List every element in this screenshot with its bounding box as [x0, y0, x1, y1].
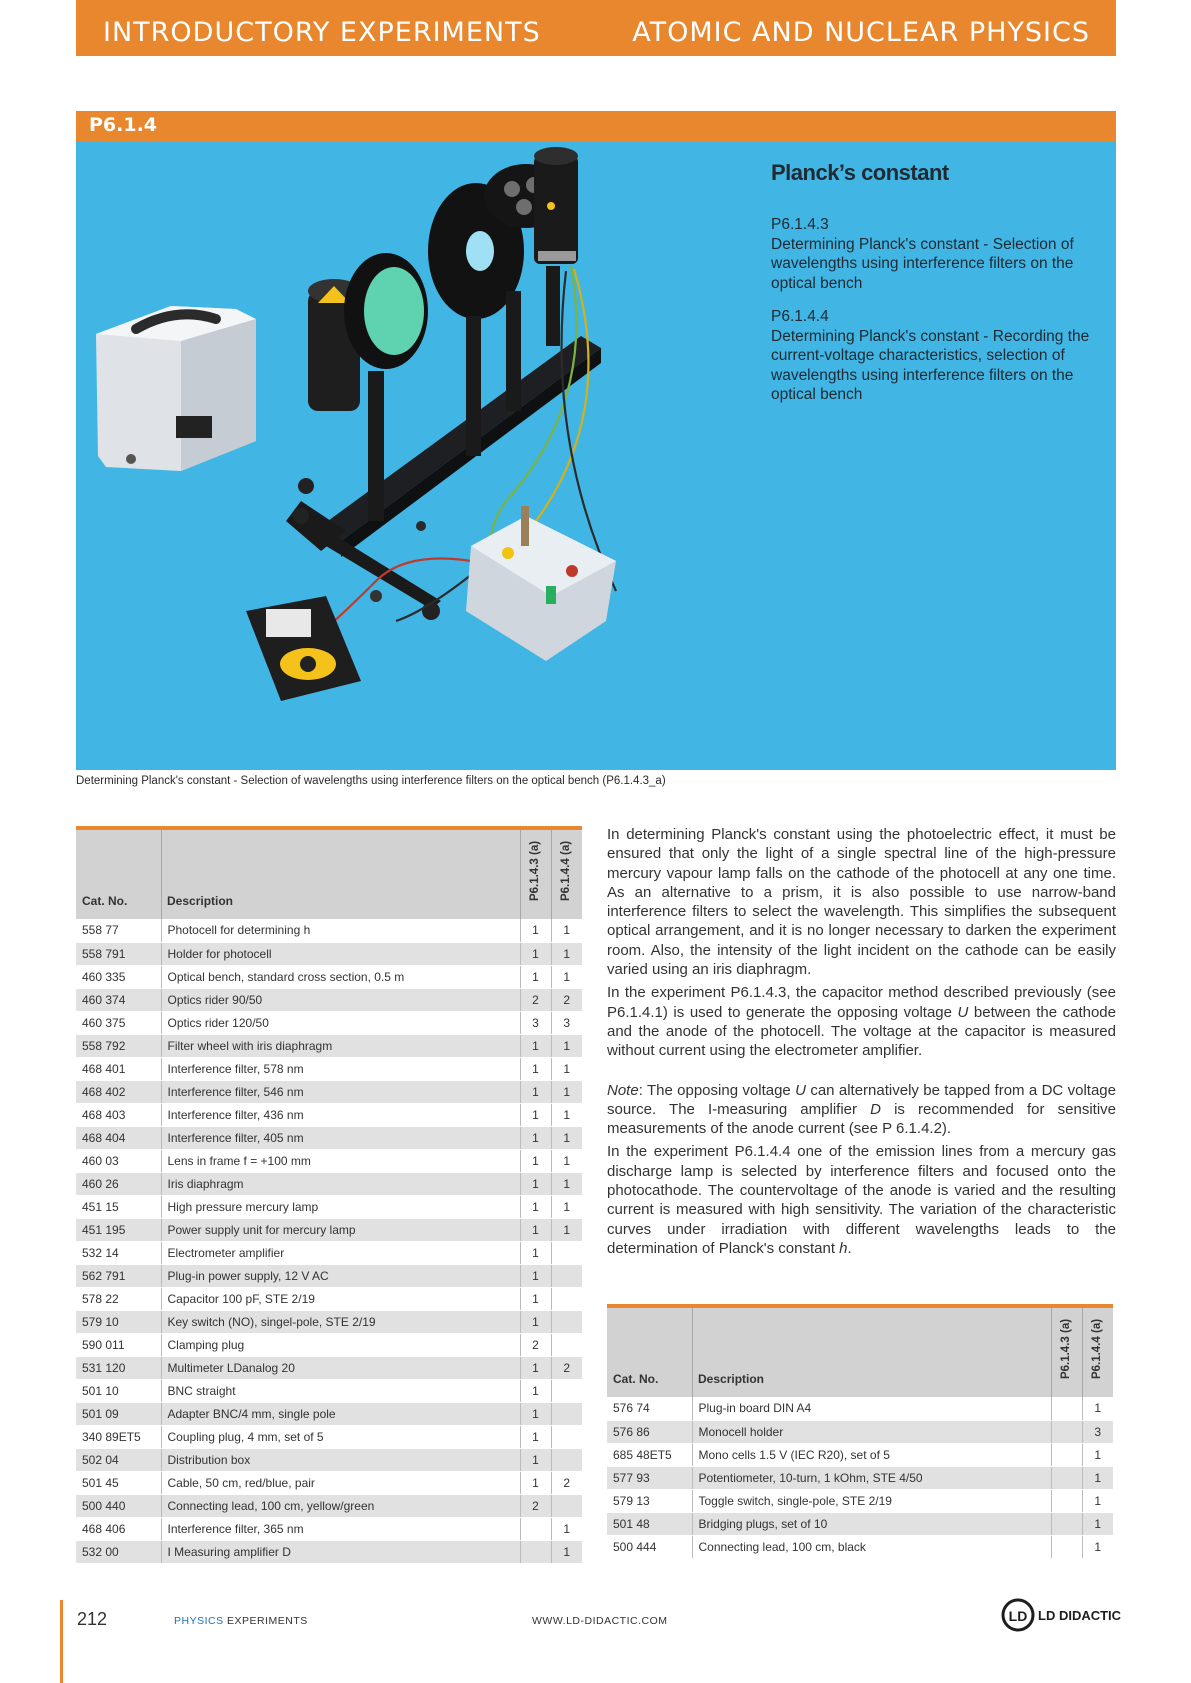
header-description: Description — [698, 1372, 765, 1386]
description-cell: BNC straight — [161, 1379, 520, 1402]
qty-p6143-cell: 2 — [520, 1494, 551, 1517]
cat-no-cell: 460 375 — [76, 1011, 161, 1034]
qty-p6143-cell — [1051, 1489, 1082, 1512]
qty-p6143-cell: 1 — [520, 1195, 551, 1218]
table-row — [76, 1011, 582, 1034]
description-cell: Optics rider 120/50 — [161, 1011, 520, 1034]
qty-p6143-cell: 1 — [520, 1172, 551, 1195]
qty-p6143-cell: 3 — [520, 1011, 551, 1034]
qty-p6143-cell: 1 — [520, 1425, 551, 1448]
qty-p6143-cell: 1 — [520, 1149, 551, 1172]
cat-no-cell: 576 86 — [607, 1420, 692, 1443]
table-row — [76, 1471, 582, 1494]
table-row — [76, 1425, 582, 1448]
qty-p6144-cell: 3 — [1082, 1420, 1113, 1443]
description-cell: Toggle switch, single-pole, STE 2/19 — [692, 1489, 1051, 1512]
paragraph-intro: In determining Planck's constant using the photoelectric effect, it must be ensured that only the light of a single spectral line of the high-pressure mercury vapour lamp falls on the cathode of the photocell at any one time. As an alternative to a prism, it is also possible to use narrow-band interference filters to select the wavelength. This simplifies the subsequent optical arrangement, and it is no longer necessary to darken the experiment room. Also, the intensity of the light incident on the cathode can be easily varied using an iris diaphragm. — [607, 826, 1116, 979]
description-cell: Photocell for determining h — [161, 919, 520, 942]
description-cell: Optics rider 90/50 — [161, 988, 520, 1011]
paragraph-p6144: In the experiment P6.1.4.4 one of the emission lines from a mercury gas discharge lamp is selected by interference filters and focused onto the photocathode. The countervoltage of the anode is varied and the resulting current is measured with high sensitivity. The variation of the characteristic curves under irradiation with different wavelengths leads to the determination of Planck's constant h. — [607, 1143, 1116, 1257]
description-cell: Connecting lead, 100 cm, yellow/green — [161, 1494, 520, 1517]
cat-no-cell: 501 48 — [607, 1512, 692, 1535]
experiment-description: Determining Planck's constant - Selection of wavelengths using interference filters on the optical bench — [771, 235, 1074, 292]
qty-p6144-cell — [551, 1494, 582, 1517]
photo-caption: Determining Planck's constant - Selection of wavelengths using interference filters on the optical bench (P6.1.4.3_a) — [76, 775, 666, 787]
description-cell: Power supply unit for mercury lamp — [161, 1218, 520, 1241]
qty-p6144-cell — [551, 1425, 582, 1448]
description-cell: Interference filter, 578 nm — [161, 1057, 520, 1080]
table-row — [76, 942, 582, 965]
qty-p6143-cell: 1 — [520, 1379, 551, 1402]
table-row — [76, 919, 582, 942]
table-row — [76, 1126, 582, 1149]
qty-p6144-cell: 1 — [1082, 1535, 1113, 1558]
qty-p6144-cell: 1 — [1082, 1443, 1113, 1466]
qty-p6143-cell — [1051, 1535, 1082, 1558]
description-cell: Holder for photocell — [161, 942, 520, 965]
header-col-p6144: P6.1.4.4 (a) — [560, 840, 572, 902]
qty-p6144-cell: 2 — [551, 1356, 582, 1379]
table-row — [76, 1103, 582, 1126]
qty-p6143-cell — [1051, 1397, 1082, 1420]
qty-p6144-cell: 1 — [551, 1149, 582, 1172]
description-cell: Interference filter, 405 nm — [161, 1126, 520, 1149]
qty-p6143-cell: 1 — [520, 942, 551, 965]
additional-table-header — [607, 1304, 1113, 1397]
qty-p6144-cell — [551, 1241, 582, 1264]
qty-p6144-cell — [551, 1310, 582, 1333]
experiment-item — [771, 215, 1091, 293]
qty-p6144-cell — [551, 1264, 582, 1287]
cat-no-cell: 576 74 — [607, 1397, 692, 1420]
qty-p6143-cell: 1 — [520, 1356, 551, 1379]
description-cell: I Measuring amplifier D — [161, 1540, 520, 1563]
qty-p6143-cell — [1051, 1512, 1082, 1535]
qty-p6144-cell: 1 — [551, 1195, 582, 1218]
qty-p6144-cell — [551, 1333, 582, 1356]
cat-no-cell: 558 791 — [76, 942, 161, 965]
qty-p6143-cell: 1 — [520, 965, 551, 988]
cat-no-cell: 532 14 — [76, 1241, 161, 1264]
table-row — [607, 1420, 1113, 1443]
description-cell: Multimeter LDanalog 20 — [161, 1356, 520, 1379]
qty-p6144-cell: 1 — [551, 1126, 582, 1149]
experiment-title: Planck’s constant — [771, 160, 949, 185]
table-row — [76, 1264, 582, 1287]
header-right-title: ATOMIC AND NUCLEAR PHYSICS — [632, 17, 1090, 48]
header-cat-no: Cat. No. — [613, 1372, 659, 1386]
cat-no-cell: 460 26 — [76, 1172, 161, 1195]
qty-p6143-cell: 2 — [520, 988, 551, 1011]
qty-p6143-cell: 1 — [520, 1057, 551, 1080]
table-row — [76, 1379, 582, 1402]
qty-p6144-cell: 2 — [551, 988, 582, 1011]
experiment-item — [771, 307, 1091, 405]
header-col-p6143: P6.1.4.3 (a) — [529, 840, 541, 902]
cat-no-cell: 451 195 — [76, 1218, 161, 1241]
description-cell: Filter wheel with iris diaphragm — [161, 1034, 520, 1057]
cat-no-cell: 578 22 — [76, 1287, 161, 1310]
cat-no-cell: 579 13 — [607, 1489, 692, 1512]
qty-p6144-cell: 1 — [551, 919, 582, 942]
cat-no-cell: 531 120 — [76, 1356, 161, 1379]
ld-didactic-logo: LD LD DIDACTIC — [1000, 1597, 1121, 1633]
page-number: 212 — [77, 1609, 108, 1629]
qty-p6143-cell: 1 — [520, 1310, 551, 1333]
header-left-title: INTRODUCTORY EXPERIMENTS — [103, 17, 541, 48]
cat-no-cell: 460 374 — [76, 988, 161, 1011]
photocell-illustration — [534, 147, 578, 346]
qty-p6143-cell: 1 — [520, 1126, 551, 1149]
qty-p6144-cell: 1 — [1082, 1397, 1113, 1420]
cat-no-cell: 468 406 — [76, 1517, 161, 1540]
table-row — [76, 1287, 582, 1310]
qty-p6144-cell: 1 — [551, 1172, 582, 1195]
qty-p6143-cell: 1 — [520, 1241, 551, 1264]
table-row — [76, 1195, 582, 1218]
cat-no-cell: 562 791 — [76, 1264, 161, 1287]
cat-no-cell: 532 00 — [76, 1540, 161, 1563]
qty-p6144-cell: 1 — [1082, 1512, 1113, 1535]
qty-p6144-cell: 1 — [1082, 1466, 1113, 1489]
footer-section: PHYSICS EXPERIMENTS — [174, 1615, 308, 1627]
qty-p6143-cell: 1 — [520, 1218, 551, 1241]
qty-p6144-cell — [551, 1379, 582, 1402]
qty-p6143-cell: 1 — [520, 1264, 551, 1287]
body-text — [607, 825, 1116, 1262]
table-row — [76, 1080, 582, 1103]
equipment-table — [76, 919, 582, 1564]
table-row — [76, 1494, 582, 1517]
table-row — [607, 1397, 1113, 1420]
qty-p6143-cell: 1 — [520, 1287, 551, 1310]
qty-p6144-cell: 1 — [551, 1103, 582, 1126]
experiment-code: P6.1.4.4 — [771, 308, 829, 325]
qty-p6144-cell: 1 — [551, 942, 582, 965]
cat-no-cell: 579 10 — [76, 1310, 161, 1333]
cat-no-cell: 451 15 — [76, 1195, 161, 1218]
description-cell: Interference filter, 546 nm — [161, 1080, 520, 1103]
description-cell: Interference filter, 436 nm — [161, 1103, 520, 1126]
qty-p6144-cell: 1 — [551, 1034, 582, 1057]
cat-no-cell: 590 011 — [76, 1333, 161, 1356]
cat-no-cell: 558 77 — [76, 919, 161, 942]
description-cell: High pressure mercury lamp — [161, 1195, 520, 1218]
description-cell: Bridging plugs, set of 10 — [692, 1512, 1051, 1535]
qty-p6143-cell — [1051, 1443, 1082, 1466]
qty-p6143-cell — [520, 1540, 551, 1563]
footer-accent-rule — [60, 1600, 63, 1683]
qty-p6143-cell: 1 — [520, 1080, 551, 1103]
table-row — [607, 1512, 1113, 1535]
description-cell: Coupling plug, 4 mm, set of 5 — [161, 1425, 520, 1448]
description-cell: Capacitor 100 pF, STE 2/19 — [161, 1287, 520, 1310]
table-row — [607, 1535, 1113, 1558]
cat-no-cell: 460 335 — [76, 965, 161, 988]
description-cell: Key switch (NO), singel-pole, STE 2/19 — [161, 1310, 520, 1333]
cat-no-cell: 501 09 — [76, 1402, 161, 1425]
qty-p6143-cell: 2 — [520, 1333, 551, 1356]
qty-p6144-cell: 1 — [551, 965, 582, 988]
cat-no-cell: 468 401 — [76, 1057, 161, 1080]
qty-p6143-cell: 1 — [520, 1402, 551, 1425]
table-row — [76, 1333, 582, 1356]
table-row — [76, 1172, 582, 1195]
qty-p6143-cell: 1 — [520, 1103, 551, 1126]
equipment-table-header — [76, 826, 582, 919]
cat-no-cell: 577 93 — [607, 1466, 692, 1489]
table-row — [76, 1356, 582, 1379]
table-row — [607, 1489, 1113, 1512]
section-bar — [76, 111, 1116, 141]
paragraph-p6143: In the experiment P6.1.4.3, the capacitor method described previously (see P6.1.4.1) is used to generate the opposing voltage U between the cathode and the anode of the photocell. The voltage at the capacitor is measured without current using the electrometer amplifier. — [607, 984, 1116, 1060]
table-row — [76, 988, 582, 1011]
table-row — [76, 1241, 582, 1264]
description-cell: Optical bench, standard cross section, 0.5 m — [161, 965, 520, 988]
qty-p6144-cell: 1 — [1082, 1489, 1113, 1512]
qty-p6144-cell: 1 — [551, 1517, 582, 1540]
qty-p6143-cell: 1 — [520, 1034, 551, 1057]
description-cell: Cable, 50 cm, red/blue, pair — [161, 1471, 520, 1494]
paragraph-note: Note: The opposing voltage U can alternatively be tapped from a DC voltage source. The I-measuring amplifier D is recommended for sensitive measurements of the anode current (see P 6.1.4.2). — [607, 1081, 1116, 1138]
qty-p6144-cell: 2 — [551, 1471, 582, 1494]
description-cell: Distribution box — [161, 1448, 520, 1471]
description-cell: Plug-in power supply, 12 V AC — [161, 1264, 520, 1287]
experiment-code: P6.1.4.3 — [771, 216, 829, 233]
table-row — [76, 1517, 582, 1540]
description-cell: Adapter BNC/4 mm, single pole — [161, 1402, 520, 1425]
cat-no-cell: 468 403 — [76, 1103, 161, 1126]
table-row — [76, 1057, 582, 1080]
table-row — [76, 1149, 582, 1172]
table-row — [76, 965, 582, 988]
qty-p6143-cell — [1051, 1466, 1082, 1489]
table-row — [76, 1448, 582, 1471]
cat-no-cell: 501 10 — [76, 1379, 161, 1402]
qty-p6143-cell — [1051, 1420, 1082, 1443]
header-description: Description — [167, 894, 234, 908]
description-cell: Mono cells 1.5 V (IEC R20), set of 5 — [692, 1443, 1051, 1466]
description-cell: Electrometer amplifier — [161, 1241, 520, 1264]
header-col-p6144: P6.1.4.4 (a) — [1091, 1318, 1103, 1380]
cat-no-cell: 468 404 — [76, 1126, 161, 1149]
cat-no-cell: 460 03 — [76, 1149, 161, 1172]
experiment-description: Determining Planck's constant - Recording the current-voltage characteristics, selection of wavelengths using interference filters on the optical bench — [771, 327, 1090, 403]
additional-equipment-table — [607, 1397, 1113, 1559]
table-row — [76, 1402, 582, 1425]
qty-p6143-cell: 1 — [520, 1448, 551, 1471]
cat-no-cell: 685 48ET5 — [607, 1443, 692, 1466]
description-cell: Iris diaphragm — [161, 1172, 520, 1195]
hero-photo — [76, 141, 1116, 770]
footer-url: WWW.LD-DIDACTIC.COM — [532, 1615, 668, 1627]
qty-p6143-cell: 1 — [520, 919, 551, 942]
table-row — [607, 1443, 1113, 1466]
description-cell: Monocell holder — [692, 1420, 1051, 1443]
cat-no-cell: 500 444 — [607, 1535, 692, 1558]
plug-in-board-illustration — [466, 506, 616, 661]
cat-no-cell: 500 440 — [76, 1494, 161, 1517]
qty-p6144-cell: 1 — [551, 1057, 582, 1080]
table-row — [607, 1466, 1113, 1489]
description-cell: Lens in frame f = +100 mm — [161, 1149, 520, 1172]
qty-p6144-cell — [551, 1287, 582, 1310]
description-cell: Clamping plug — [161, 1333, 520, 1356]
description-cell: Interference filter, 365 nm — [161, 1517, 520, 1540]
cat-no-cell: 340 89ET5 — [76, 1425, 161, 1448]
qty-p6144-cell — [551, 1448, 582, 1471]
qty-p6143-cell: 1 — [520, 1471, 551, 1494]
qty-p6144-cell — [551, 1402, 582, 1425]
description-cell: Connecting lead, 100 cm, black — [692, 1535, 1051, 1558]
header-cat-no: Cat. No. — [82, 894, 128, 908]
cat-no-cell: 468 402 — [76, 1080, 161, 1103]
cat-no-cell: 502 04 — [76, 1448, 161, 1471]
svg-text:LD: LD — [1008, 1608, 1028, 1624]
cat-no-cell: 558 792 — [76, 1034, 161, 1057]
qty-p6144-cell: 1 — [551, 1080, 582, 1103]
cat-no-cell: 501 45 — [76, 1471, 161, 1494]
description-cell: Potentiometer, 10-turn, 1 kOhm, STE 4/50 — [692, 1466, 1051, 1489]
table-row — [76, 1310, 582, 1333]
qty-p6144-cell: 1 — [551, 1540, 582, 1563]
table-row — [76, 1218, 582, 1241]
table-row — [76, 1034, 582, 1057]
qty-p6144-cell: 3 — [551, 1011, 582, 1034]
qty-p6144-cell: 1 — [551, 1218, 582, 1241]
power-supply-illustration — [96, 306, 256, 471]
section-code: P6.1.4 — [89, 114, 158, 136]
ld-logo-icon — [1000, 1597, 1036, 1633]
header-col-p6143: P6.1.4.3 (a) — [1060, 1318, 1072, 1380]
qty-p6143-cell — [520, 1517, 551, 1540]
page-header — [76, 0, 1116, 56]
description-cell: Plug-in board DIN A4 — [692, 1397, 1051, 1420]
table-row — [76, 1540, 582, 1563]
